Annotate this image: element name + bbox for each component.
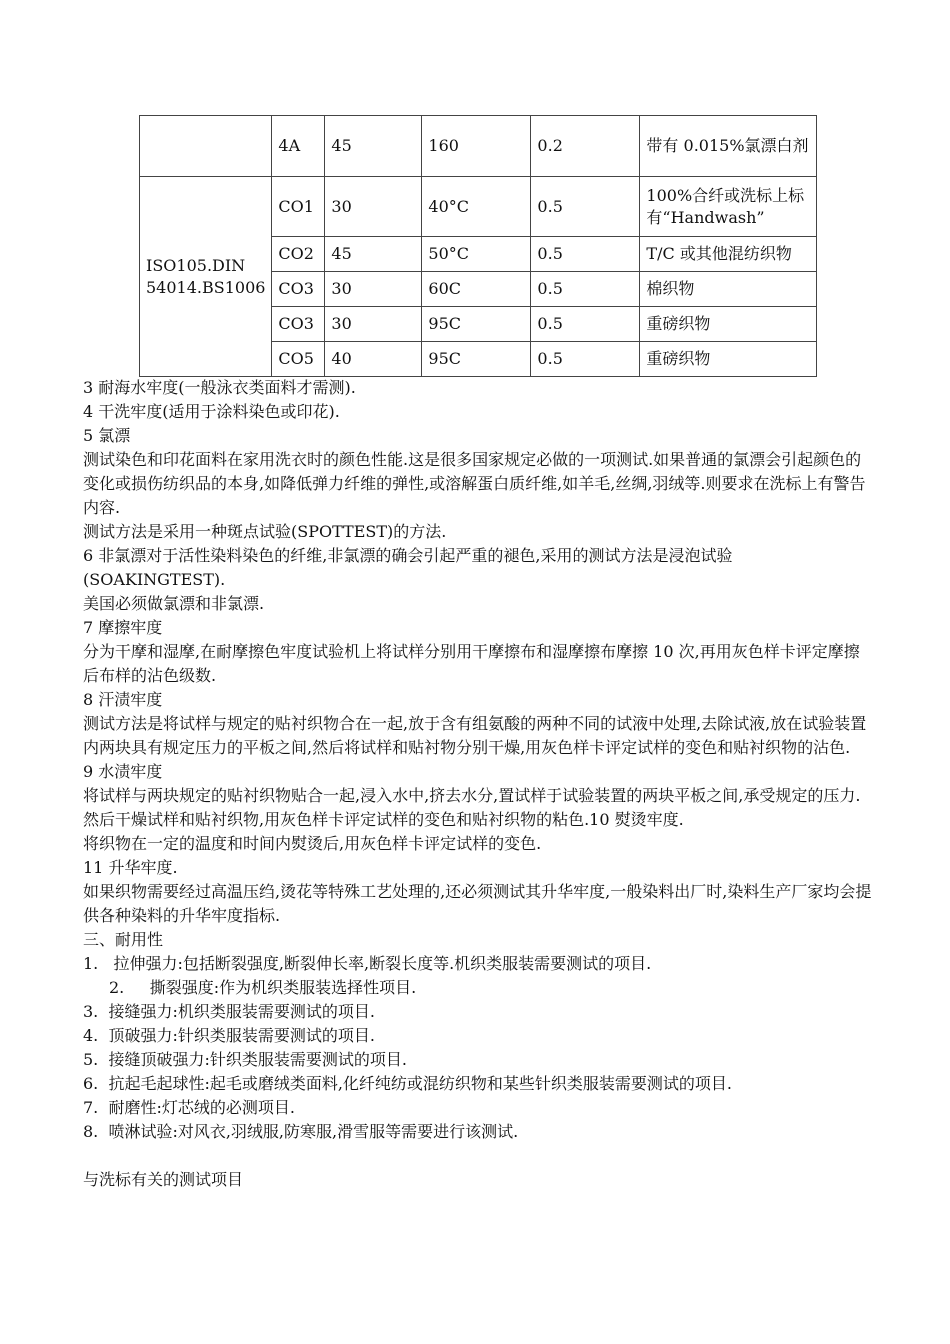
heading-water-fastness: 9 水渍牢度 xyxy=(83,762,163,781)
heading-seawater-fastness: 3 耐海水牢度(一般泳衣类面料才需测). xyxy=(83,378,356,397)
heading-dryclean-fastness: 4 干洗牢度(适用于涂料染色或印花). xyxy=(83,402,340,421)
wash-test-table xyxy=(139,115,817,377)
table-cell: 30 xyxy=(325,272,422,307)
list-item: 4. 顶破强力:针织类服装需要测试的项目. xyxy=(83,1026,375,1045)
table-row xyxy=(140,177,817,237)
list-item: 5. 接缝顶破强力:针织类服装需要测试的项目. xyxy=(83,1050,407,1069)
table-cell: 0.5 xyxy=(531,237,640,272)
heading-rubbing-fastness: 7 摩擦牢度 xyxy=(83,618,163,637)
list-item: 2. 撕裂强度:作为机织类服装选择性项目. xyxy=(109,978,417,997)
table-cell-temp: 50°C xyxy=(422,237,531,272)
table-cell: 0.2 xyxy=(531,116,640,177)
table-cell-temp: 95C xyxy=(422,307,531,342)
table-cell-note: 重磅织物 xyxy=(640,307,817,342)
table-cell-code: CO1 xyxy=(272,177,325,237)
table-cell: 160 xyxy=(422,116,531,177)
list-item: 7. 耐磨性:灯芯绒的必测项目. xyxy=(83,1098,295,1117)
table-cell-code: CO3 xyxy=(272,272,325,307)
heading-chlorine-bleach: 5 氯漂 xyxy=(83,426,131,445)
paragraph-rubbing-desc: 分为干摩和湿摩,在耐摩擦色牢度试验机上将试样分别用干摩擦布和湿摩擦布摩擦 10 次,再用灰色样卡评定摩擦后布样的沾色级数. xyxy=(83,642,860,685)
table-cell-temp: 60C xyxy=(422,272,531,307)
paragraph-chlorine-desc: 测试染色和印花面料在家用洗衣时的颜色性能.这是很多国家规定必做的一项测试.如果普通的氯漂会引起颜色的变化或损伤纺织品的本身,如降低弹力纤维的弹性,或溶解蛋白质纤维,如羊毛,丝绸,羽绒等.则要求在洗标上有警告内容. xyxy=(83,450,866,517)
table-cell-code: CO2 xyxy=(272,237,325,272)
table-cell: 30 xyxy=(325,177,422,237)
table-cell-temp: 95C xyxy=(422,342,531,377)
table-cell-code: CO5 xyxy=(272,342,325,377)
list-item: 6. 抗起毛起球性:起毛或磨绒类面料,化纤纯纺或混纺织物和某些针织类服装需要测试的项目. xyxy=(83,1074,733,1093)
table-cell-temp: 40°C xyxy=(422,177,531,237)
table-cell: 30 xyxy=(325,307,422,342)
paragraph-non-chlorine: 6 非氯漂对于活性染料染色的纤维,非氯漂的确会引起严重的褪色,采用的测试方法是浸泡试验(SOAKINGTEST). xyxy=(83,546,733,589)
paragraph-ironing-desc: 将织物在一定的温度和时间内熨烫后,用灰色样卡评定试样的变色. xyxy=(83,834,542,853)
paragraph-us-requirement: 美国必须做氯漂和非氯漂. xyxy=(83,594,265,613)
heading-perspiration-fastness: 8 汗渍牢度 xyxy=(83,690,163,709)
closing-heading: 与洗标有关的测试项目 xyxy=(83,1170,244,1189)
table-cell-standard: ISO105.DIN 54014.BS1006 xyxy=(140,177,272,377)
table-row xyxy=(140,116,817,177)
table-cell: 0.5 xyxy=(531,342,640,377)
paragraph-perspiration-desc: 测试方法是将试样与规定的贴衬织物合在一起,放于含有组氨酸的两种不同的试液中处理,去除试液,放在试验装置内两块具有规定压力的平板之间,然后将试样和贴衬物分别干燥,用灰色样卡评定试样的变色和贴衬织物的沾色. xyxy=(83,714,867,757)
heading-durability: 三、耐用性 xyxy=(83,930,164,949)
table-cell-note: 带有 0.015%氯漂白剂 xyxy=(640,116,817,177)
table-cell-note xyxy=(640,237,817,272)
table-cell-code: CO3 xyxy=(272,307,325,342)
document-body xyxy=(83,376,873,1192)
paragraph-sublimation-desc: 如果织物需要经过高温压绉,烫花等特殊工艺处理的,还必须测试其升华牢度,一般染料出厂时,染料生产厂家均会提供各种染料的升华牢度指标. xyxy=(83,882,872,925)
table-cell-note: 棉织物 xyxy=(640,272,817,307)
paragraph-water-desc: 将试样与两块规定的贴衬织物贴合一起,浸入水中,挤去水分,置试样于试验装置的两块平板之间,承受规定的压力.然后干燥试样和贴衬织物,用灰色样卡评定试样的变色和贴衬织物的粘色.10 熨烫牢度. xyxy=(83,786,861,829)
table-cell-note: 重磅织物 xyxy=(640,342,817,377)
spacer xyxy=(83,1144,873,1168)
table-cell-code: 4A xyxy=(272,116,325,177)
list-item: 3. 接缝强力:机织类服装需要测试的项目. xyxy=(83,1002,375,1021)
table-cell: 45 xyxy=(325,116,422,177)
heading-sublimation-fastness: 11 升华牢度. xyxy=(83,858,178,877)
list-item: 1. 拉伸强力:包括断裂强度,断裂伸长率,断裂长度等.机织类服装需要测试的项目. xyxy=(83,954,652,973)
table-cell: 0.5 xyxy=(531,307,640,342)
table-cell-note: 100%合纤或洗标上标有“Handwash” xyxy=(640,177,817,237)
table-cell: 45 xyxy=(325,237,422,272)
table-cell: 0.5 xyxy=(531,272,640,307)
table-cell-note-text: T/C 或其他混纺织物 xyxy=(646,244,792,263)
table-cell-empty xyxy=(140,116,272,177)
list-item: 8. 喷淋试验:对风衣,羽绒服,防寒服,滑雪服等需要进行该测试. xyxy=(83,1122,519,1141)
paragraph-spot-test: 测试方法是采用一种斑点试验(SPOTTEST)的方法. xyxy=(83,522,447,541)
table-cell: 40 xyxy=(325,342,422,377)
table-cell: 0.5 xyxy=(531,177,640,237)
